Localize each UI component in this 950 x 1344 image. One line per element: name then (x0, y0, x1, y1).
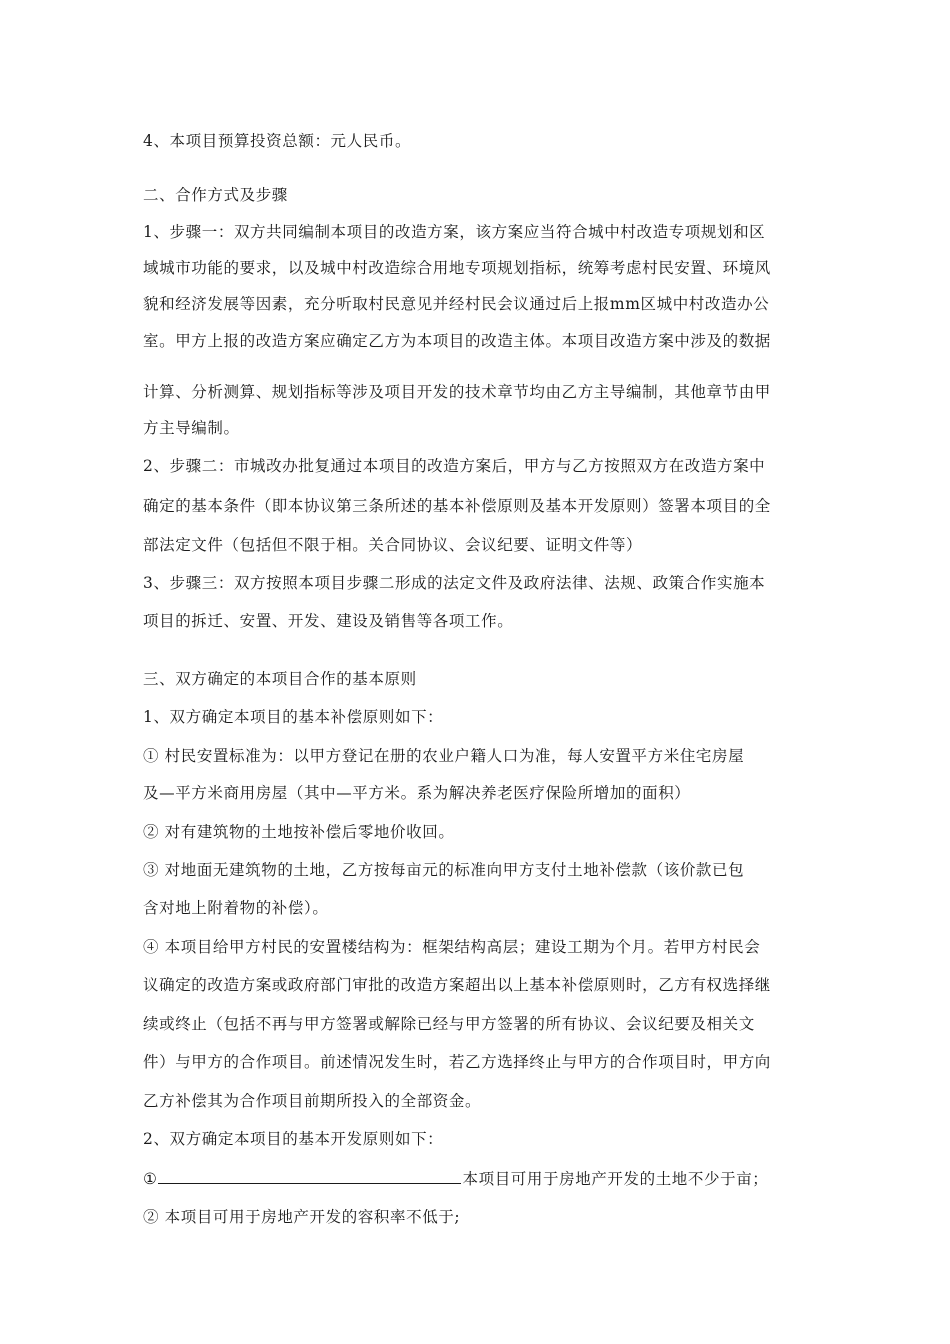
compensation-item-4-line-1: ④ 本项目给甲方村民的安置楼结构为：框架结构高层；建设工期为个月。若甲方村民会 (143, 938, 761, 956)
step-two-line-1: 2、步骤二：市城改办批复通过本项目的改造方案后，甲方与乙方按照双方在改造方案中 (143, 457, 766, 475)
development-item-1-text: 本项目可用于房地产开发的土地不少于亩； (462, 1170, 769, 1188)
compensation-item-4-line-5: 乙方补偿其为合作项目前期所投入的全部资金。 (143, 1092, 482, 1110)
fill-in-blank (158, 1168, 461, 1184)
development-item-2: ② 本项目可用于房地产开发的容积率不低于; (143, 1208, 461, 1226)
compensation-item-4-line-3: 续或终止（包括不再与甲方签署或解除已经与甲方签署的所有协议、会议纪要及相关文 (143, 1015, 755, 1033)
budget-line: 4、本项目预算投资总额：元人民币。 (143, 132, 412, 150)
step-one-line-1: 1、步骤一：双方共同编制本项目的改造方案，该方案应当符合城中村改造专项规划和区 (143, 223, 766, 241)
step-one-line-4: 室。甲方上报的改造方案应确定乙方为本项目的改造主体。本项目改造方案中涉及的数据 (143, 332, 771, 350)
section-heading-cooperation: 二、合作方式及步骤 (143, 186, 288, 204)
compensation-item-4-line-4: 件）与甲方的合作项目。前述情况发生时，若乙方选择终止与甲方的合作项目时，甲方向 (143, 1053, 771, 1071)
item-marker: ① (143, 1170, 158, 1188)
step-one-line-3: 貌和经济发展等因素，充分听取村民意见并经村民会议通过后上报mm区城中村改造办公 (143, 295, 770, 313)
step-three-line-2: 项目的拆迁、安置、开发、建设及销售等各项工作。 (143, 612, 514, 630)
section-heading-principles: 三、双方确定的本项目合作的基本原则 (143, 670, 417, 688)
development-principles-heading: 2、双方确定本项目的基本开发原则如下： (143, 1130, 444, 1148)
compensation-item-1-line-2: 及—平方米商用房屋（其中—平方米。系为解决养老医疗保险所增加的面积） (143, 784, 691, 802)
compensation-item-3-line-1: ③ 对地面无建筑物的土地，乙方按每亩元的标准向甲方支付土地补偿款（该价款已包 (143, 861, 745, 879)
step-two-line-3: 部法定文件（包括但不限于相。关合同协议、会议纪要、证明文件等） (143, 536, 643, 554)
compensation-item-3-line-2: 含对地上附着物的补偿）。 (143, 899, 329, 917)
compensation-principles-heading: 1、双方确定本项目的基本补偿原则如下： (143, 708, 444, 726)
step-three-line-1: 3、步骤三：双方按照本项目步骤二形成的法定文件及政府法律、法规、政策合作实施本 (143, 574, 766, 592)
development-item-1 (143, 1168, 768, 1189)
step-two-line-2: 确定的基本条件（即本协议第三条所述的基本补偿原则及基本开发原则）签署本项目的全 (143, 497, 771, 515)
step-one-line-6: 方主导编制。 (143, 419, 240, 437)
compensation-item-2: ② 对有建筑物的土地按补偿后零地价收回。 (143, 823, 455, 841)
step-one-line-5: 计算、分析测算、规划指标等涉及项目开发的技术章节均由乙方主导编制，其他章节由甲 (143, 383, 771, 401)
step-one-line-2: 域城市功能的要求，以及城中村改造综合用地专项规划指标，统筹考虑村民安置、环境风 (143, 259, 771, 277)
compensation-item-4-line-2: 议确定的改造方案或政府部门审批的改造方案超出以上基本补偿原则时，乙方有权选择继 (143, 976, 771, 994)
compensation-item-1-line-1: ① 村民安置标准为：以甲方登记在册的农业户籍人口为准，每人安置平方米住宅房屋 (143, 747, 745, 765)
